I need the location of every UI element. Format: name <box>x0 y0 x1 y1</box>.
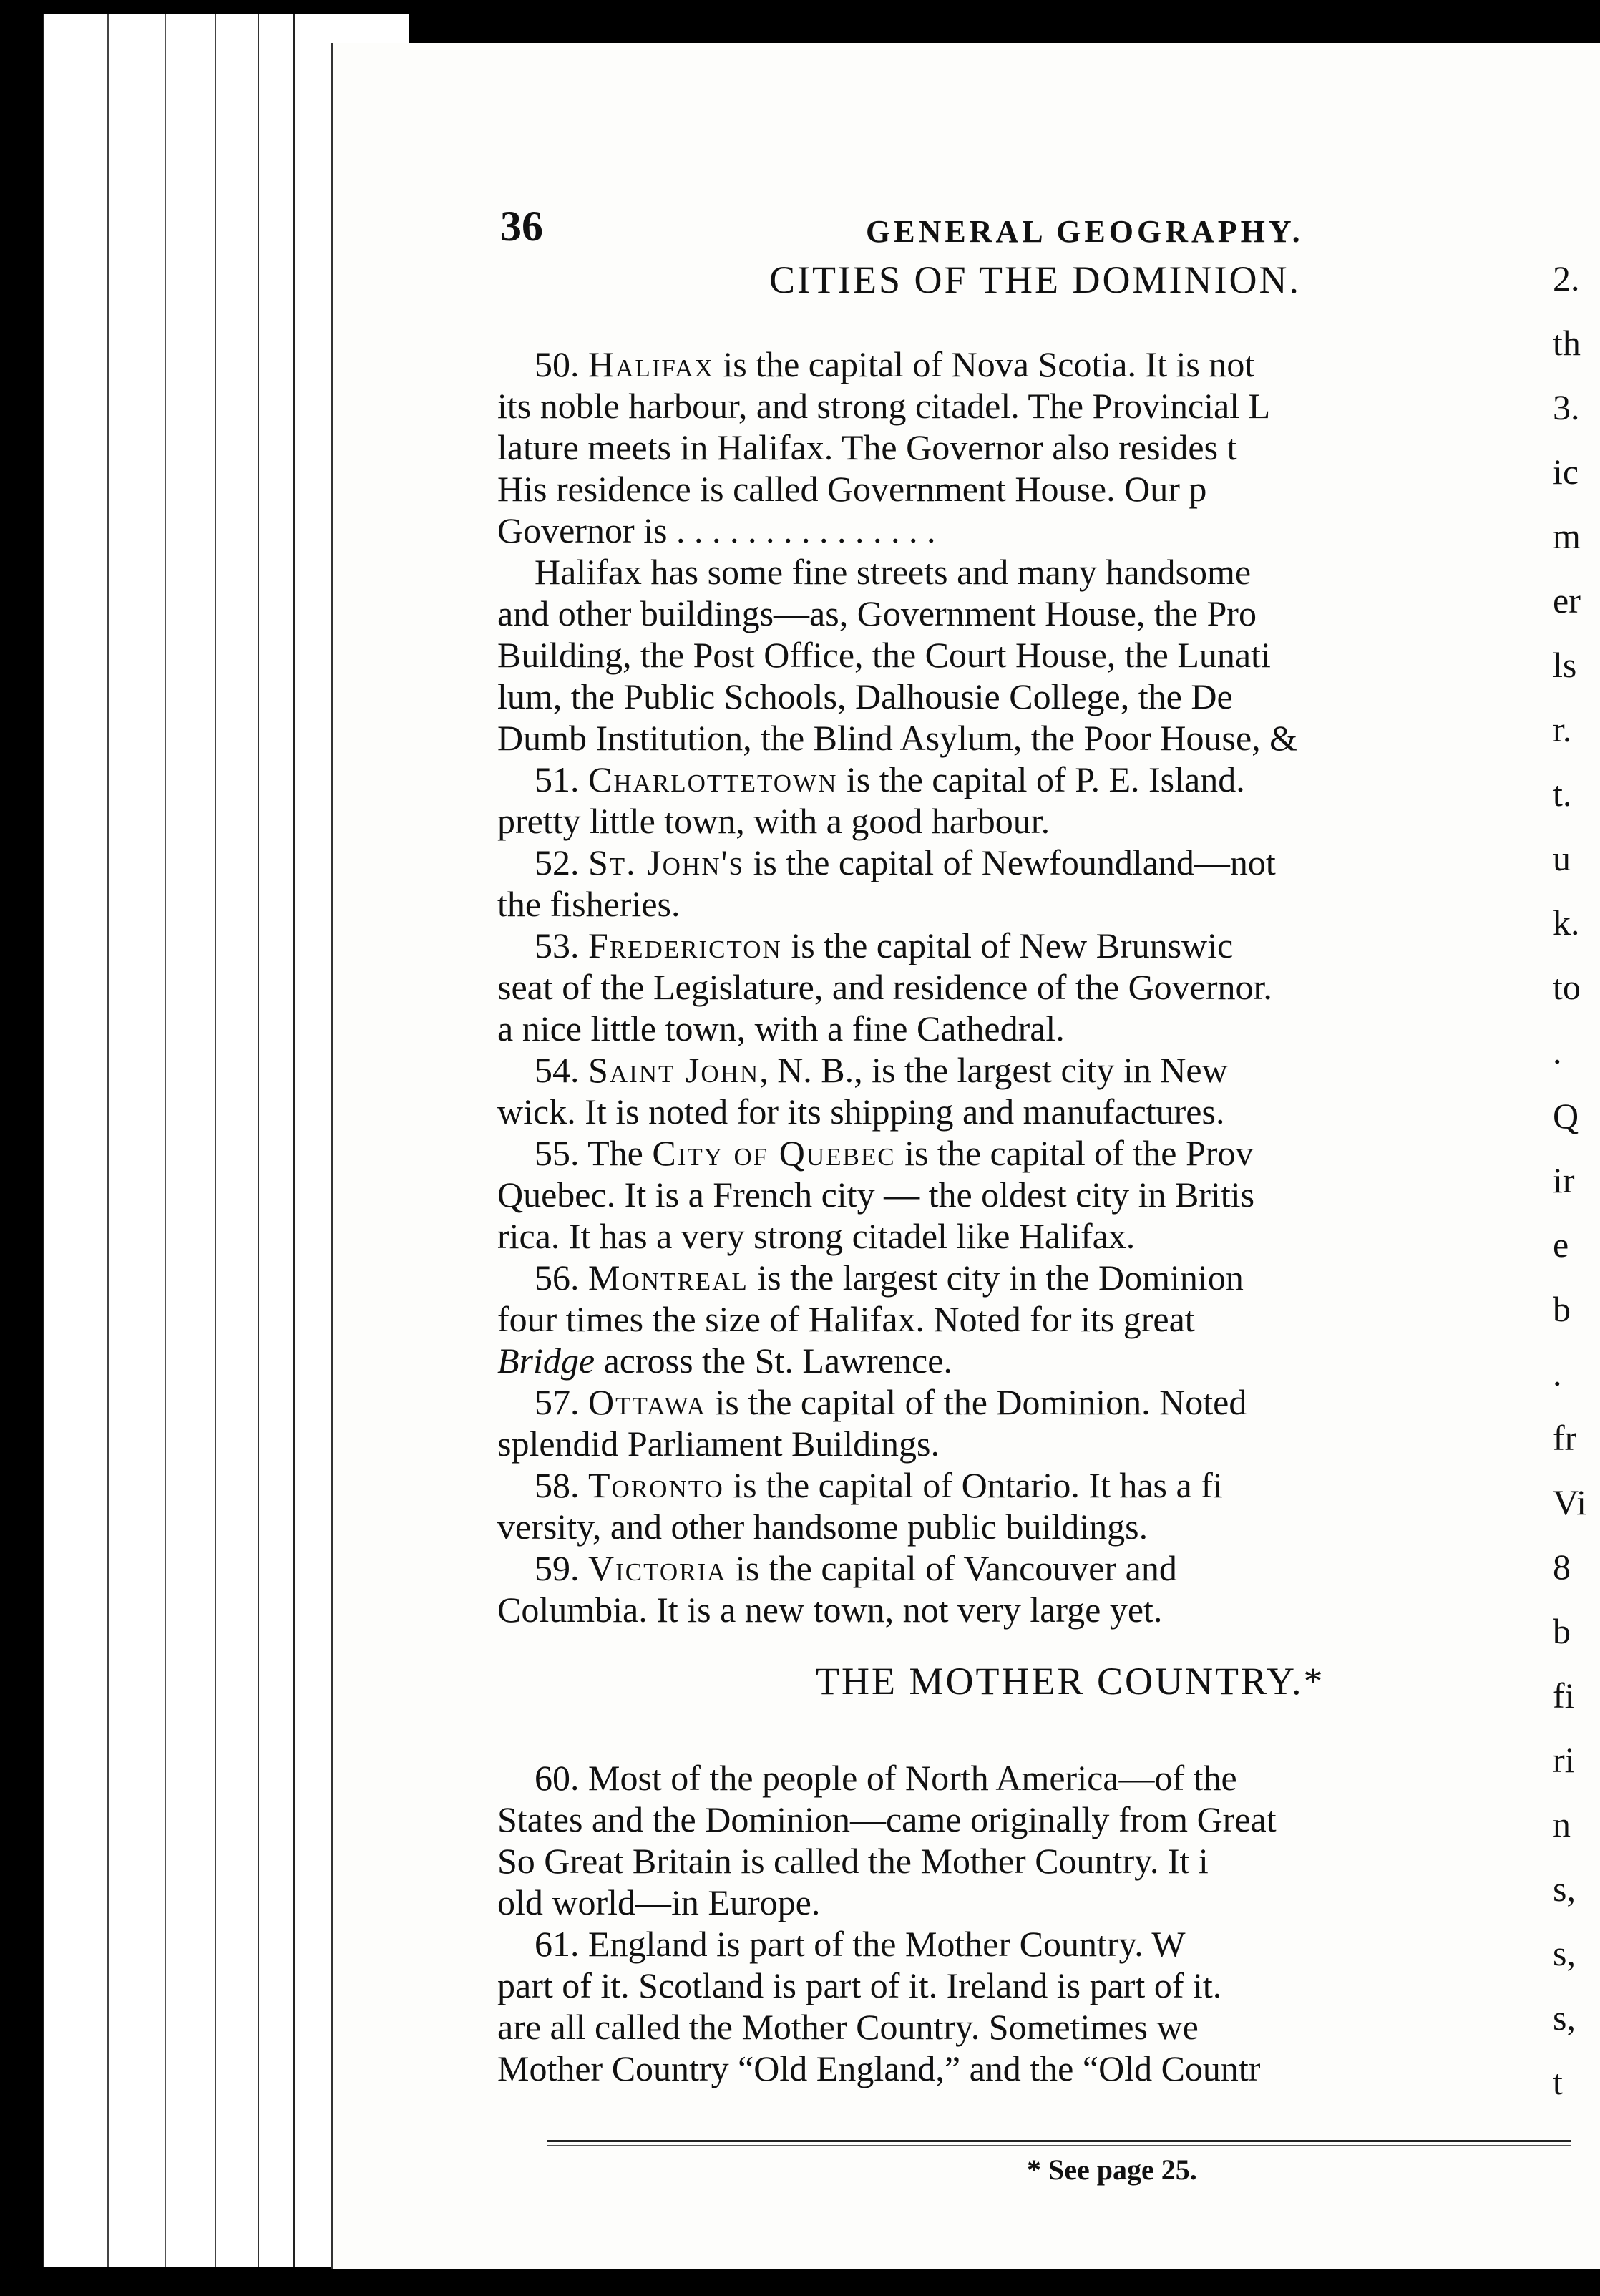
facing-edge-fragment: s, <box>1553 1869 1576 1909</box>
line-text: lature meets in Halifax. The Governor also resides t <box>497 427 1237 467</box>
line-text: is the capital of the Dominion. Noted <box>706 1382 1247 1422</box>
facing-edge-fragment: . <box>1553 1031 1562 1071</box>
text-line <box>497 966 1272 1008</box>
facing-edge-fragment: 8 <box>1553 1547 1571 1587</box>
paragraph-number: 50. <box>535 344 588 384</box>
line-text: its noble harbour, and strong citadel. The Provincial L <box>497 386 1271 426</box>
facing-edge-fragment: t. <box>1553 774 1572 814</box>
line-text: is the largest city in the Dominion <box>748 1258 1244 1298</box>
line-text: pretty little town, with a good harbour. <box>497 801 1050 841</box>
text-line <box>535 1547 1177 1589</box>
facing-edge-fragment: b <box>1553 1289 1571 1329</box>
line-text: across the St. Lawrence. <box>595 1341 952 1381</box>
text-line <box>497 1174 1254 1215</box>
text-line <box>497 1340 952 1381</box>
text-line <box>497 1423 940 1464</box>
text-line <box>497 2006 1199 2048</box>
paragraph-number: 55. <box>535 1133 588 1173</box>
line-text: , N. B., is the largest city in New <box>759 1050 1228 1090</box>
facing-edge-fragment: u <box>1553 838 1571 878</box>
place-name: St. John's <box>588 842 744 882</box>
text-line <box>535 759 1245 800</box>
text-line <box>535 1381 1247 1423</box>
line-text: is the capital of P. E. Island. <box>837 759 1245 799</box>
section-heading-cities: CITIES OF THE DOMINION. <box>769 258 1301 301</box>
text-line <box>497 2048 1260 2089</box>
facing-edge-fragment: Vi <box>1553 1482 1586 1522</box>
facing-edge-fragment: e <box>1553 1225 1569 1265</box>
text-line <box>535 1757 1237 1799</box>
line-text: old world—in Europe. <box>497 1882 821 1922</box>
line-text: is the capital of Vancouver and <box>726 1548 1177 1588</box>
place-name: Charlottetown <box>588 759 838 799</box>
line-text: Building, the Post Office, the Court House, the Lunati <box>497 635 1271 675</box>
line-text: rica. It has a very strong citadel like Halifax. <box>497 1216 1136 1256</box>
text-line <box>497 385 1270 427</box>
text-line <box>497 1215 1135 1257</box>
line-text: and other buildings—as, Government House, the Pro <box>497 593 1257 633</box>
line-text: part of it. Scotland is part of it. Ireland is part of it. <box>497 1965 1222 2005</box>
text-line <box>535 1464 1223 1506</box>
text-line <box>535 1257 1244 1298</box>
text-line <box>535 551 1251 593</box>
line-text: Columbia. It is a new town, not very large yet. <box>497 1590 1163 1630</box>
line-text: is the capital of Newfoundland—not <box>743 842 1276 882</box>
page-number: 36 <box>500 203 543 250</box>
line-text: is the capital of New Brunswic <box>781 925 1234 965</box>
text-line <box>497 1091 1224 1132</box>
place-name: Ottawa <box>588 1382 706 1422</box>
footnote-rule <box>547 2140 1571 2142</box>
facing-edge-fragment: 2. <box>1553 258 1580 298</box>
place-name: Saint John <box>588 1050 760 1090</box>
line-text: versity, and other handsome public buildings. <box>497 1507 1148 1547</box>
text-line <box>535 842 1276 883</box>
running-head: GENERAL GEOGRAPHY. <box>866 214 1304 249</box>
text-line <box>535 1049 1228 1091</box>
line-text: Dumb Institution, the Blind Asylum, the Poor House, & <box>497 718 1298 758</box>
paragraph-number: 53. <box>535 925 588 965</box>
text-line <box>535 1923 1186 1965</box>
facing-edge-fragment: r. <box>1553 709 1572 749</box>
text-line <box>497 1882 820 1923</box>
place-name: Victoria <box>588 1548 727 1588</box>
place-name: Halifax <box>588 344 714 384</box>
facing-edge-fragment: ls <box>1553 645 1577 685</box>
line-text: splendid Parliament Buildings. <box>497 1424 940 1464</box>
text-line <box>535 344 1254 385</box>
facing-edge-fragment: er <box>1553 580 1581 621</box>
facing-edge-fragment: t <box>1553 2062 1563 2102</box>
line-text: wick. It is noted for its shipping and manufactures. <box>497 1091 1225 1132</box>
facing-edge-fragment: to <box>1553 967 1581 1007</box>
facing-edge-fragment: s, <box>1553 1998 1576 2038</box>
line-text: is the capital of Ontario. It has a fi <box>723 1465 1223 1505</box>
facing-edge-fragment: n <box>1553 1804 1571 1844</box>
line-text: Quebec. It is a French city — the oldest city in Britis <box>497 1174 1255 1215</box>
text-line <box>497 468 1206 510</box>
text-line <box>497 1589 1162 1630</box>
line-text: Governor is . . . . . . . . . . . . . . . <box>497 510 936 550</box>
paragraph-number: 60. <box>535 1758 588 1798</box>
line-text: England is part of the Mother Country. W <box>588 1924 1186 1964</box>
text-line <box>497 883 680 925</box>
text-line <box>497 1506 1148 1547</box>
section-heading-mother-country: THE MOTHER COUNTRY.* <box>816 1660 1325 1703</box>
facing-edge-fragment: . <box>1553 1353 1562 1393</box>
line-text: four times the size of Halifax. Noted for its great <box>497 1299 1195 1339</box>
line-text: seat of the Legislature, and residence of the Governor. <box>497 967 1272 1007</box>
facing-edge-fragment: k. <box>1553 903 1580 943</box>
paragraph-number: 58. <box>535 1465 588 1505</box>
facing-edge-fragment: ic <box>1553 452 1579 492</box>
line-text: States and the Dominion—came originally from Great <box>497 1799 1277 1839</box>
line-text: lum, the Public Schools, Dalhousie College, the De <box>497 676 1233 716</box>
line-text: is the capital of Nova Scotia. It is not <box>713 344 1255 384</box>
text-line <box>535 925 1233 966</box>
text-line <box>497 1298 1195 1340</box>
place-name: Toronto <box>588 1465 724 1505</box>
paragraph-number: 61. <box>535 1924 588 1964</box>
facing-edge-fragment: 3. <box>1553 387 1580 427</box>
facing-edge-fragment: s, <box>1553 1933 1576 1973</box>
facing-edge-fragment: fi <box>1553 1675 1575 1716</box>
line-text: Mother Country “Old England,” and the “Old Countr <box>497 2048 1261 2088</box>
paragraph-number: 57. <box>535 1382 588 1422</box>
text-line <box>497 800 1050 842</box>
facing-edge-fragment: b <box>1553 1611 1571 1651</box>
facing-edge-fragment: ri <box>1553 1740 1575 1780</box>
italic-term: Bridge <box>497 1341 595 1381</box>
text-line <box>535 1132 1253 1174</box>
line-text: The <box>587 1133 653 1173</box>
facing-edge-fragment: Q <box>1553 1096 1579 1136</box>
line-text: the fisheries. <box>497 884 681 924</box>
text-line <box>497 1008 1065 1049</box>
line-text: His residence is called Government House. Our p <box>497 469 1207 509</box>
facing-edge-fragment: ir <box>1553 1160 1575 1200</box>
line-text: Halifax has some fine streets and many handsome <box>535 552 1252 592</box>
facing-edge-fragment: m <box>1553 516 1581 556</box>
place-name: Fredericton <box>588 925 782 965</box>
paragraph-number: 59. <box>535 1548 588 1588</box>
facing-edge-fragment: fr <box>1553 1418 1577 1458</box>
paragraph-number: 54. <box>535 1050 588 1090</box>
facing-edge-fragment: th <box>1553 323 1581 363</box>
paragraph-number: 52. <box>535 842 588 882</box>
footnote: * See page 25. <box>1027 2154 1197 2186</box>
line-text: So Great Britain is called the Mother Country. It i <box>497 1841 1209 1881</box>
line-text: are all called the Mother Country. Sometimes we <box>497 2007 1199 2047</box>
text-line <box>497 717 1297 759</box>
place-name: Montreal <box>588 1258 748 1298</box>
line-text: is the capital of the Prov <box>895 1133 1254 1173</box>
text-line <box>497 1799 1277 1840</box>
text-line <box>497 427 1236 468</box>
line-text: a nice little town, with a fine Cathedral. <box>497 1008 1065 1049</box>
place-name: City of Quebec <box>652 1133 896 1173</box>
text-line <box>497 510 935 551</box>
text-line <box>497 676 1233 717</box>
footnote-rule-thin <box>547 2145 1571 2146</box>
text-line <box>497 1840 1209 1882</box>
line-text: Most of the people of North America—of the <box>588 1758 1237 1798</box>
paragraph-number: 51. <box>535 759 588 799</box>
text-line <box>497 634 1271 676</box>
text-line <box>497 593 1257 634</box>
text-line <box>497 1965 1221 2006</box>
paragraph-number: 56. <box>535 1258 588 1298</box>
book-page <box>331 43 1600 2269</box>
